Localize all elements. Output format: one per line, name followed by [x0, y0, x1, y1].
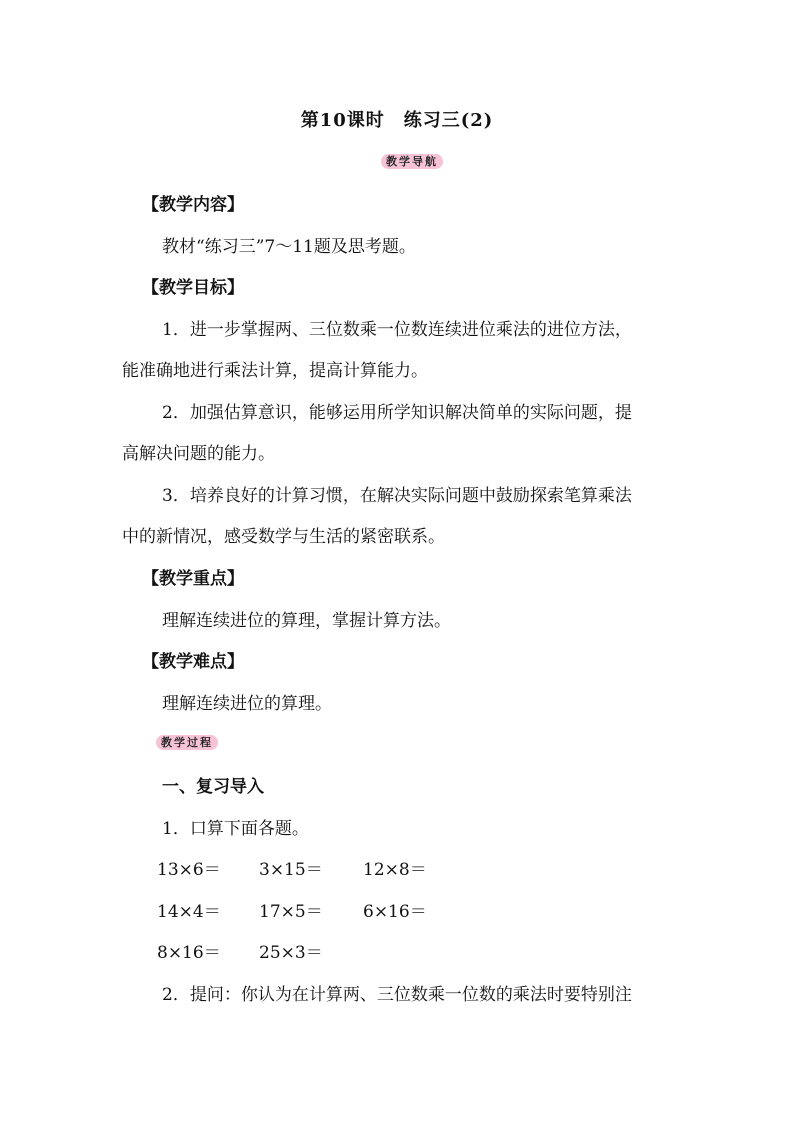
- calc-item: 14×4＝: [157, 902, 221, 922]
- lesson-title: 第10课时 练习三(2): [300, 110, 494, 131]
- calc-item: 12×8＝: [363, 860, 427, 880]
- difficulty-heading: 【教学难点】: [142, 652, 244, 672]
- teaching-navigation-badge: 教学导航: [381, 154, 443, 169]
- goal-2-line-2: 高解决问题的能力。: [122, 444, 275, 464]
- item-2-text: 2．提问：你认为在计算两、三位数乘一位数的乘法时要特别注: [162, 985, 632, 1005]
- item-1-text: 1．口算下面各题。: [162, 819, 309, 839]
- calc-item: 17×5＝: [259, 902, 323, 922]
- goal-1-line-2: 能准确地进行乘法计算，提高计算能力。: [122, 361, 428, 381]
- content-heading: 【教学内容】: [142, 195, 244, 215]
- goal-3-line-2: 中的新情况，感受数学与生活的紧密联系。: [122, 527, 445, 547]
- goal-1-line-1: 1．进一步掌握两、三位数乘一位数连续进位乘法的进位方法，: [162, 320, 632, 340]
- key-point-heading: 【教学重点】: [142, 569, 244, 589]
- calc-item: 3×15＝: [259, 860, 323, 880]
- key-point-text: 理解连续进位的算理，掌握计算方法。: [162, 611, 451, 631]
- calc-item: 6×16＝: [363, 902, 427, 922]
- section-review-heading: 一、复习导入: [162, 777, 264, 797]
- calc-item: 13×6＝: [157, 860, 221, 880]
- teaching-process-badge: 教学过程: [156, 735, 218, 750]
- goal-2-line-1: 2．加强估算意识，能够运用所学知识解决简单的实际问题，提: [162, 403, 632, 423]
- goals-heading: 【教学目标】: [142, 278, 244, 298]
- calc-item: 8×16＝: [157, 943, 221, 963]
- content-text: 教材“练习三”7～11题及思考题。: [162, 237, 416, 257]
- goal-3-line-1: 3．培养良好的计算习惯，在解决实际问题中鼓励探索笔算乘法: [162, 486, 632, 506]
- difficulty-text: 理解连续进位的算理。: [162, 694, 332, 714]
- calc-item: 25×3＝: [259, 943, 323, 963]
